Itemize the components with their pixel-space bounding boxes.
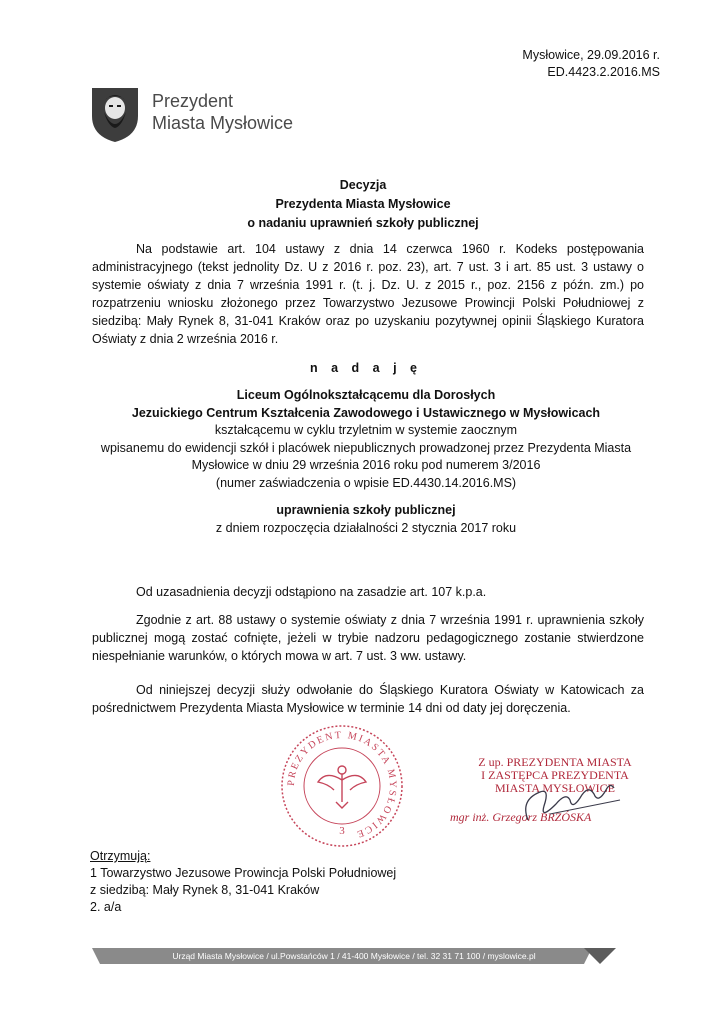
signature-line-3: MIASTA MYSŁOWICE [494,781,616,795]
grant-block [70,387,662,492]
justification-paragraph: Od uzasadnienia decyzji odstąpiono na zasadzie art. 107 k.p.a. [136,585,487,599]
title-line-2: Prezydenta Miasta Mysłowice [275,197,451,211]
rights-title: uprawnienia szkoły publicznej [276,503,456,517]
place-date: Mysłowice, 29.09.2016 r. [522,48,660,62]
effective-date: z dniem rozpoczęcia działalności 2 stycznia 2017 roku [215,520,517,535]
grant-line-4: wpisanemu do ewidencji szkół i placówek niepublicznych prowadzonej przez Prezydenta Miasta [100,440,632,455]
issuer-logo-text [152,90,293,134]
title-line-3: o nadaniu uprawnień szkoły publicznej [247,216,479,230]
grant-verb: n a d a j ę [310,361,422,375]
place-date-block [522,47,660,81]
stamp-number: 3 [339,825,345,837]
document-title [0,176,726,233]
recipient-line-1: 1 Towarzystwo Jezusowe Prowincja Polski Południowej [90,866,397,880]
signatory-name: mgr inż. Grzegorz BRZÓSKA [450,810,592,824]
issuer-line-1: Prezydent [152,91,234,111]
grant-line-3: kształcącemu w cyklu trzyletnim w systemie zaocznym [214,423,518,437]
city-coat-of-arms-icon [90,86,140,144]
appeal-paragraph: Od niniejszej decyzji służy odwołanie do Śląskiego Kuratora Oświaty w Katowicach za pośrednictwem Prezydenta Miasta Mysłowice w terminie 14 dni od daty jej doręczenia. [92,683,644,715]
rights-block [70,502,662,537]
school-name-line-2: Jezuickiego Centrum Kształcenia Zawodowego i Ustawicznego w Mysłowicach [131,405,601,420]
stamp-ring-text: PREZYDENT MIASTA MYSŁOWICE [285,729,399,840]
grant-line-5: Mysłowice w dniu 29 września 2016 roku pod numerem 3/2016 [191,458,541,472]
handwritten-signature [510,770,630,830]
grant-line-6: (numer zaświadczenia o wpisie ED.4430.14.2016.MS) [215,475,517,490]
school-name-line-1: Liceum Ogólnokształcącemu dla Dorosłych [236,388,496,402]
issuer-line-2: Miasta Mysłowice [152,113,294,133]
signature-line-2: I ZASTĘPCA PREZYDENTA [481,768,629,782]
revocation-paragraph: Zgodnie z art. 88 ustawy o systemie oświaty z dnia 7 września 1991 r. uprawnienia szkoły publicznej mogą zostać cofnięte, jeżeli w trybie nadzoru pedagogicznego zostanie stwierdzone niespełnianie warunków, o których mowa w art. 7 ust. 3 ww. ustawy. [92,613,644,663]
reference-number: ED.4423.2.2016.MS [547,65,660,79]
recipient-line-2: z siedzibą: Mały Rynek 8, 31-041 Kraków [90,883,320,897]
recipients-block [90,848,396,916]
recipients-heading: Otrzymują: [90,849,151,863]
footer-contact: Urząd Miasta Mysłowice / ul.Powstańców 1 / 41-400 Mysłowice / tel. 32 31 71 100 / myslowice.pl [172,951,536,961]
title-line-1: Decyzja [339,178,387,192]
eagle-emblem-icon [318,766,366,808]
official-round-stamp [278,722,406,850]
legal-basis-paragraph: Na podstawie art. 104 ustawy z dnia 14 czerwca 1960 r. Kodeks postępowania administracyjnego (tekst jednolity Dz. U z 2016 r. poz. 23), art. 7 ust. 3 i art. 85 ust. 3 ustawy o systemie oświaty z dnia 7 września 1991 r. (t. j. Dz. U. z 2015 r., poz. 2156 z późn. zm.) po rozpatrzeniu wniosku złożonego przez Towarzystwo Jezusowe Prowincji Polski Południowej z siedzibą: Mały Rynek 8, 31-041 Kraków oraz po uzyskaniu pozytywnej opinii Śląskiego Kuratora Oświaty z dnia 2 września 2016 r. [92,242,644,346]
signature-line-1: Z up. PREZYDENTA MIASTA [478,755,632,769]
recipient-line-3: 2. a/a [90,900,122,914]
